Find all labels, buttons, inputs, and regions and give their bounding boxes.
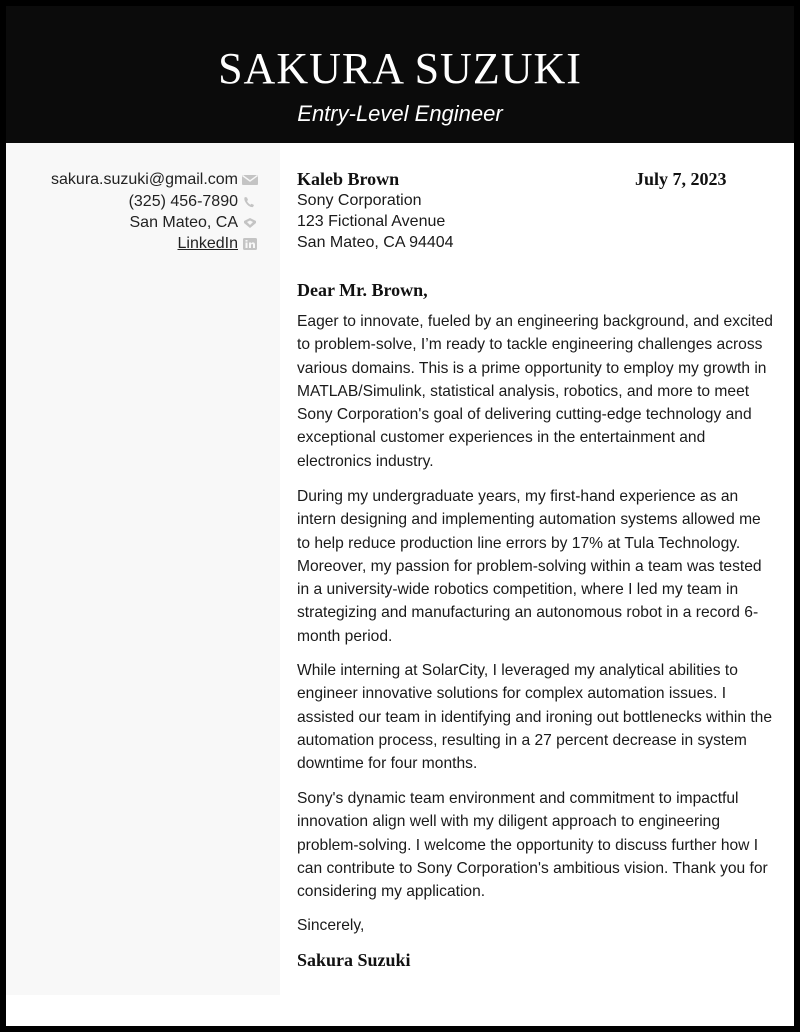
salutation: Dear Mr. Brown, xyxy=(297,280,428,300)
envelope-icon xyxy=(241,173,259,187)
letter-date: July 7, 2023 xyxy=(635,169,727,189)
email-text: sakura.suzuki@gmail.com xyxy=(51,171,238,188)
recipient-city: San Mateo, CA 94404 xyxy=(297,234,454,251)
paragraph-4: Sony's dynamic team environment and commitment to impactful innovation align well with my diligent approach to engineering problem-solving. I welcome the opportunity to discuss further how I can contribute to Sony Corporation's ambitious vision. Thank you for considering my application. xyxy=(297,790,768,901)
phone-icon xyxy=(241,195,259,209)
recipient-company: Sony Corporation xyxy=(297,192,422,209)
phone-text: (325) 456-7890 xyxy=(128,193,238,210)
closing: Sincerely, xyxy=(297,917,365,934)
recipient-street: 123 Fictional Avenue xyxy=(297,213,446,230)
signature: Sakura Suzuki xyxy=(297,950,411,970)
paragraph-1: Eager to innovate, fueled by an engineering background, and excited to problem-solve, I’m ready to tackle engineering challenges across various domains. This is a prime opportunity to employ my growth in MATLAB/Simulink, statistical analysis, robotics, and more to meet Sony Corporation's goal of delivering cutting-edge technology and exceptional customer experiences in the entertainment and electronics industry. xyxy=(297,313,773,470)
recipient-name: Kaleb Brown xyxy=(297,169,400,189)
location-text: San Mateo, CA xyxy=(129,214,238,231)
linkedin-link[interactable]: LinkedIn xyxy=(177,235,238,252)
header-banner xyxy=(6,6,794,143)
cover-letter-page xyxy=(6,6,794,1026)
contact-linkedin[interactable] xyxy=(178,233,260,254)
paragraph-3: While interning at SolarCity, I leveraged my analytical abilities to engineer innovative solutions for complex automation issues. I assisted our team in identifying and ironing out bottlenecks within the automation process, resulting in a 27 percent decrease in system downtime for four months. xyxy=(297,662,773,773)
paragraph-2: During my undergraduate years, my first-hand experience as an intern designing and implementing automation systems allowed me to help reduce production line errors by 17% at Tula Technology. Moreover, my passion for problem-solving within a team was tested in a university-wide robotics competition, where I led my team in strategizing and manufacturing an autonomous robot in a record 6-month period. xyxy=(297,488,762,645)
job-title: Entry-Level Engineer xyxy=(297,101,503,126)
contact-email[interactable] xyxy=(51,169,259,190)
contact-sidebar xyxy=(6,143,280,995)
applicant-name: SAKURA SUZUKI xyxy=(218,44,582,93)
contact-location xyxy=(130,212,260,233)
linkedin-icon xyxy=(241,237,259,251)
map-pin-icon xyxy=(241,216,259,230)
contact-phone[interactable] xyxy=(129,191,259,212)
